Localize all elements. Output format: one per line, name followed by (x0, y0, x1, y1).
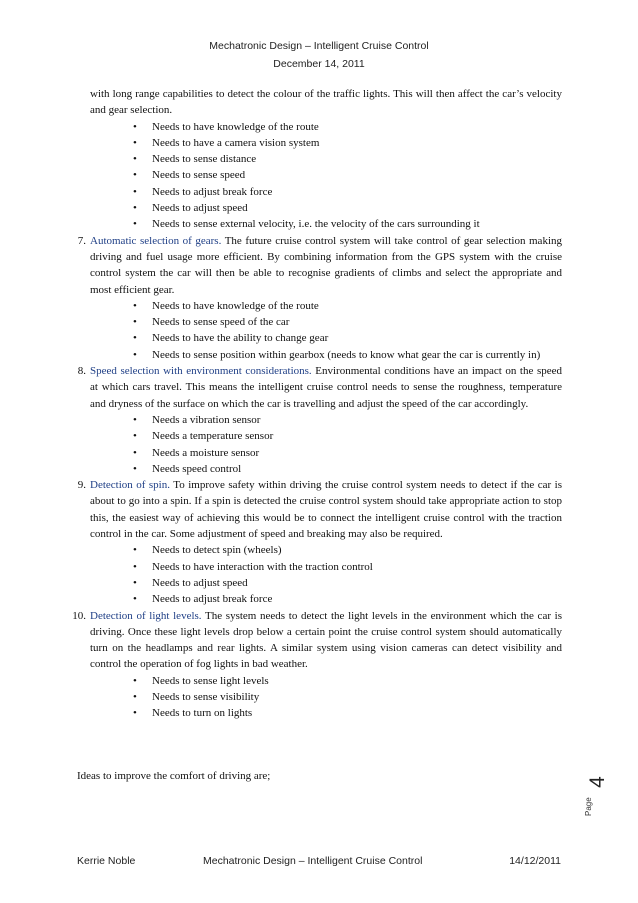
bullet-item: • Needs a temperature sensor (90, 428, 562, 444)
bullet-item: • Needs to sense visibility (90, 689, 562, 705)
item-text: Environmental conditions have an impact on the speed at which cars travel. This means the intelligent cruise control needs to sense the roughness, temperature and dryness of the surface on which the car is travelling and adjust the speed of the car accordingly. (90, 365, 562, 410)
bullet-item: • Needs to sense speed (90, 167, 562, 183)
bullet-item: • Needs to have knowledge of the route (90, 119, 562, 135)
intro-paragraph: with long range capabilities to detect the colour of the traffic lights. This will then affect the car’s velocity and gear selection. (90, 88, 562, 117)
bullet-item: • Needs to adjust speed (90, 200, 562, 216)
item-bullet-list (90, 298, 562, 363)
numbered-list (72, 233, 563, 722)
item-paragraph (90, 233, 562, 298)
bullet-item: • Needs to adjust break force (90, 591, 562, 607)
item-bullet-list (90, 412, 562, 477)
item-text: The system needs to detect the light levels in the environment which the car is driving. Once these light levels drop below a certain point the cruise control system should automatically turn on the headlamps and rear lights. A similar system using vision cameras can detect visibility and control the operation of fog lights in bad weather. (90, 609, 563, 671)
item-bullet-list (90, 542, 562, 607)
item-number: 10. (72, 609, 86, 622)
bullet-item: • Needs to have the ability to change gear (90, 330, 562, 346)
footer-author: Kerrie Noble (77, 855, 136, 867)
bullet-item: • Needs to detect spin (wheels) (90, 542, 562, 558)
footer-title: Mechatronic Design – Intelligent Cruise Control (203, 855, 423, 867)
bullet-item: • Needs to have a camera vision system (90, 135, 562, 151)
page-number: 4 (585, 776, 609, 788)
item-lead: Detection of spin. (90, 479, 170, 492)
bullet-item: • Needs to sense distance (90, 151, 562, 167)
bullet-item: • Needs to adjust break force (90, 184, 562, 200)
item-text: The future cruise control system will take control of gear selection making driving and fuel usage more efficient. By combining information from the GPS system with the cruise control system the car will then be able to recognise gradients of climbs and select the appropriate and most efficient gear. (90, 234, 562, 296)
bullet-item: • Needs to adjust speed (90, 575, 562, 591)
document-body (72, 86, 563, 722)
footer-date: 14/12/2011 (509, 855, 561, 867)
bullet-item: • Needs to sense light levels (90, 673, 562, 689)
bullet-item: • Needs to turn on lights (90, 705, 562, 721)
item-paragraph (90, 608, 562, 673)
footer (77, 855, 561, 869)
closing-sentence: Ideas to improve the comfort of driving are; (77, 770, 271, 782)
bullet-item: • Needs to sense external velocity, i.e. the velocity of the cars surrounding it (90, 216, 562, 232)
item-lead: Automatic selection of gears. (90, 234, 222, 247)
bullet-item: • Needs a vibration sensor (90, 412, 562, 428)
page-number-marker (584, 770, 614, 830)
header-title: Mechatronic Design – Intelligent Cruise Control (209, 40, 429, 52)
item-lead: Speed selection with environment considerations. (90, 365, 312, 378)
page-label: Page (584, 797, 593, 816)
item-number: 7. (77, 234, 86, 247)
bullet-item: • Needs to sense speed of the car (90, 314, 562, 330)
bullet-item: • Needs to sense position within gearbox (needs to know what gear the car is currently in) (90, 347, 562, 363)
numbered-item (77, 363, 562, 477)
item-bullet-list (90, 673, 562, 722)
header-date: December 14, 2011 (273, 58, 365, 70)
bullet-item: • Needs speed control (90, 461, 562, 477)
bullet-item: • Needs a moisture sensor (90, 445, 562, 461)
numbered-item (72, 608, 563, 722)
item-paragraph (90, 363, 562, 412)
numbered-item (77, 477, 562, 607)
item-number: 8. (77, 365, 86, 378)
numbered-item (77, 233, 562, 363)
bullet-item: • Needs to have knowledge of the route (90, 298, 562, 314)
bullet-item: • Needs to have interaction with the traction control (90, 559, 562, 575)
item-paragraph (90, 477, 562, 542)
intro-bullet-list (90, 119, 562, 233)
item-lead: Detection of light levels. (90, 609, 202, 622)
item-number: 9. (77, 479, 86, 492)
item-text: To improve safety within driving the cruise control system needs to detect if the car is about to go into a spin. If a spin is detected the cruise control system should take appropriate action to stop this, the easiest way of achieving this would be to connect the intelligent cruise control with the traction control in the car. Some adjustment of speed and breaking may also be required. (90, 479, 562, 541)
